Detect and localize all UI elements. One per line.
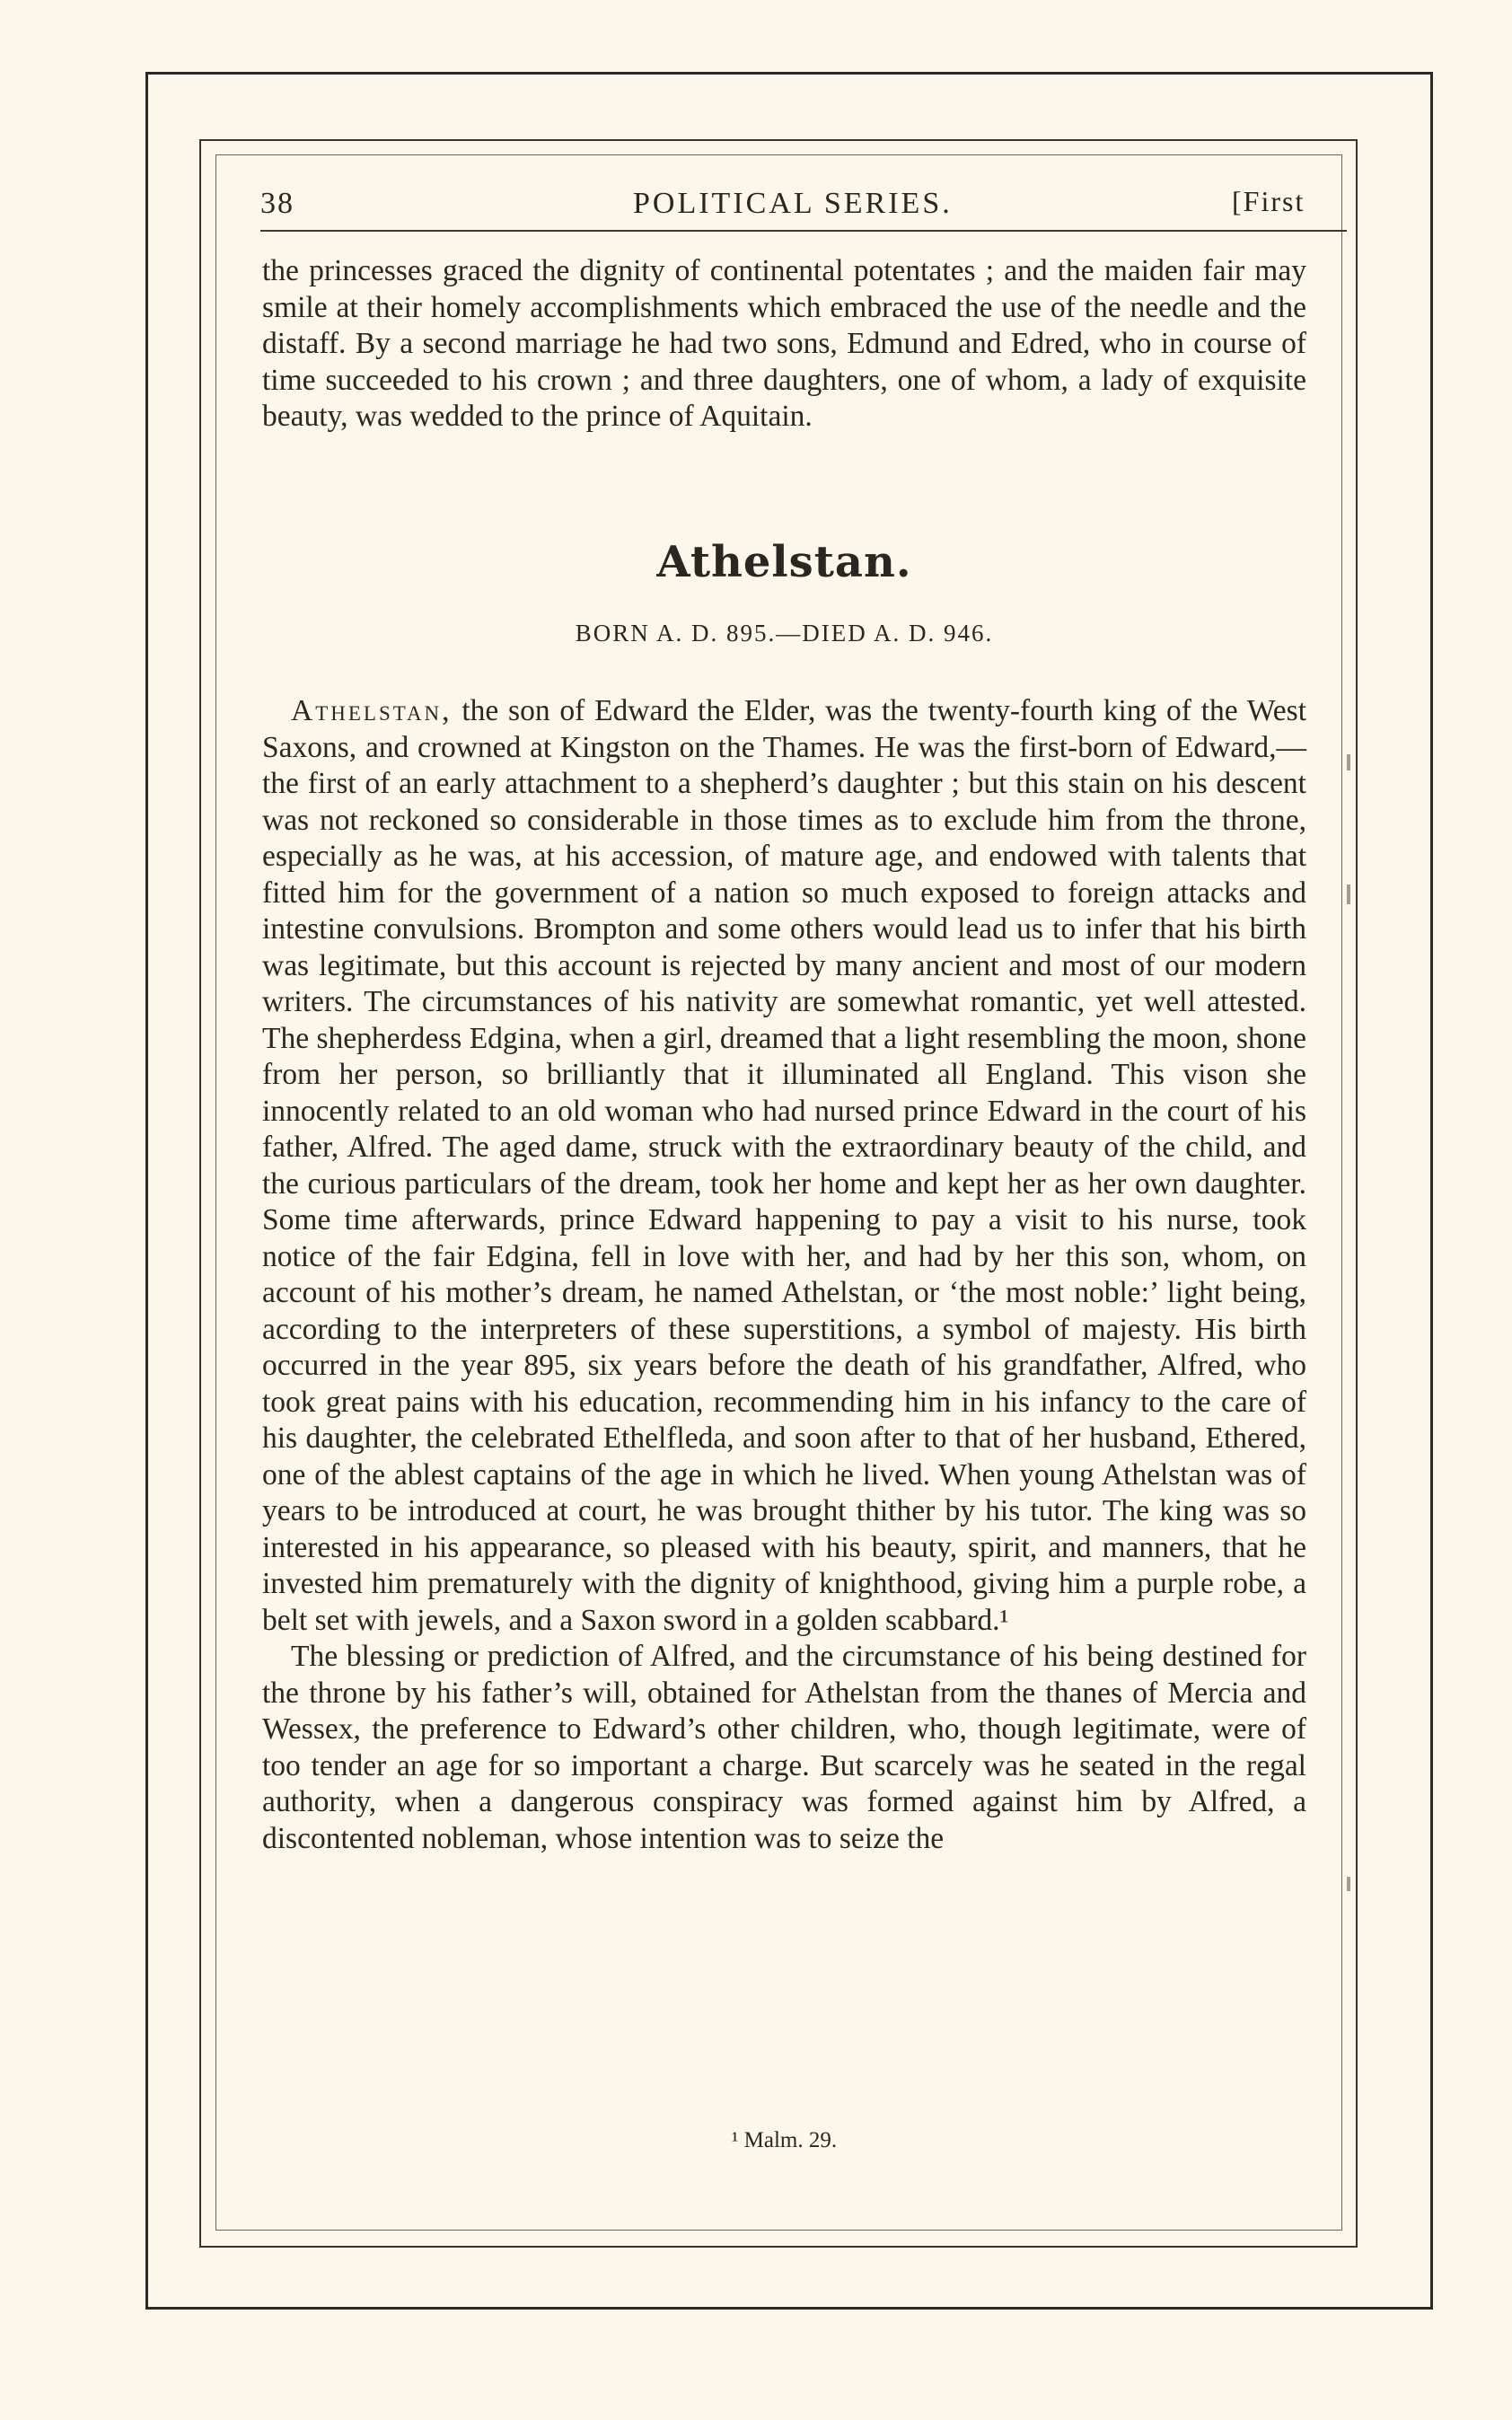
running-head: POLITICAL SERIES.	[633, 187, 953, 220]
edge-mark	[1347, 1877, 1350, 1891]
body-text	[262, 693, 1306, 1857]
page-header	[260, 180, 1347, 232]
paragraph-1-text: the son of Edward the Elder, was the twenty-fourth king of the West Saxons, and crowned at Kingston on the Thames. He was the first-born of Edward,—the first of an early attachment to a shepherd’s daughter ; but this stain on his descent was not reckoned so considerable in those times as to exclude him from the throne, especially as he was, at his accession, of mature age, and endowed with talents that fitted him for the government of a nation so much exposed to foreign attacks and intestine convulsions. Brompton and some others would lead us to infer that his birth was legitimate, but this account is rejected by many ancient and most of our modern writers. The circumstances of his nativity are somewhat romantic, yet well attested. The shepherdess Edgina, when a girl, dreamed that a light resembling the moon, shone from her person, so brilliantly that it illuminated all England. This vison she innocently related to an old woman who had nursed prince Edward in the court of his father, Alfred. The aged dame, struck with the extraordinary beauty of the child, and the curious particulars of the dream, took her home and kept her as her own daughter. Some time afterwards, prince Edward happening to pay a visit to his nurse, took notice of the fair Edgina, fell in love with her, and had by her this son, whom, on account of his mother’s dream, he named Athelstan, or ‘the most noble:’ light being, according to the interpreters of these superstitions, a symbol of majesty. His birth occurred in the year 895, six years before the death of his grandfather, Alfred, who took great pains with his education, recommending him in his infancy to the care of his daughter, the celebrated Ethelfleda, and soon after to that of her husband, Ethered, one of the ablest captains of the age in which he lived. When young Athelstan was of years to be introduced at court, he was brought thither by his tutor. The king was so interested in his appearance, so pleased with his beauty, spirit, and manners, that he invested him prematurely with the dignity of knighthood, giving him a purple robe, a belt set with jewels, and a Saxon sword in a golden scabbard.¹	[262, 694, 1306, 1637]
chapter-dates: BORN A. D. 895.—DIED A. D. 946.	[575, 620, 994, 647]
footnote: ¹ Malm. 29.	[731, 2128, 838, 2152]
opening-paragraph: the princesses graced the dignity of continental potentates ; and the maiden fair may smile at their homely accomplishments which embraced the use of the needle and the distaff. By a second marriage he had two sons, Edmund and Edred, who in course of time succeeded to his crown ; and three daughters, one of whom, a lady of exquisite beauty, was wedded to the prince of Aquitain.	[262, 254, 1306, 433]
body-paragraph-2: The blessing or prediction of Alfred, and the circumstance of his being destined for the throne by his father’s will, obtained for Athelstan from the thanes of Mercia and Wessex, the preference to Edward’s other children, who, though legitimate, were of too tender an age for so important a charge. But scarcely was he seated in the regal authority, when a dangerous conspiracy was formed against him by Alfred, a discontented nobleman, whose intention was to seize the	[262, 1640, 1306, 1855]
edge-mark	[1347, 884, 1350, 904]
chapter-title: Athelstan.	[656, 537, 912, 587]
lead-name: Athelstan,	[291, 694, 453, 727]
section-mark: [First	[1232, 185, 1305, 217]
edge-mark	[1347, 754, 1350, 770]
body-paragraph-1	[262, 693, 1306, 1639]
page-number: 38	[260, 187, 294, 220]
opening-paragraph-block	[262, 253, 1306, 436]
